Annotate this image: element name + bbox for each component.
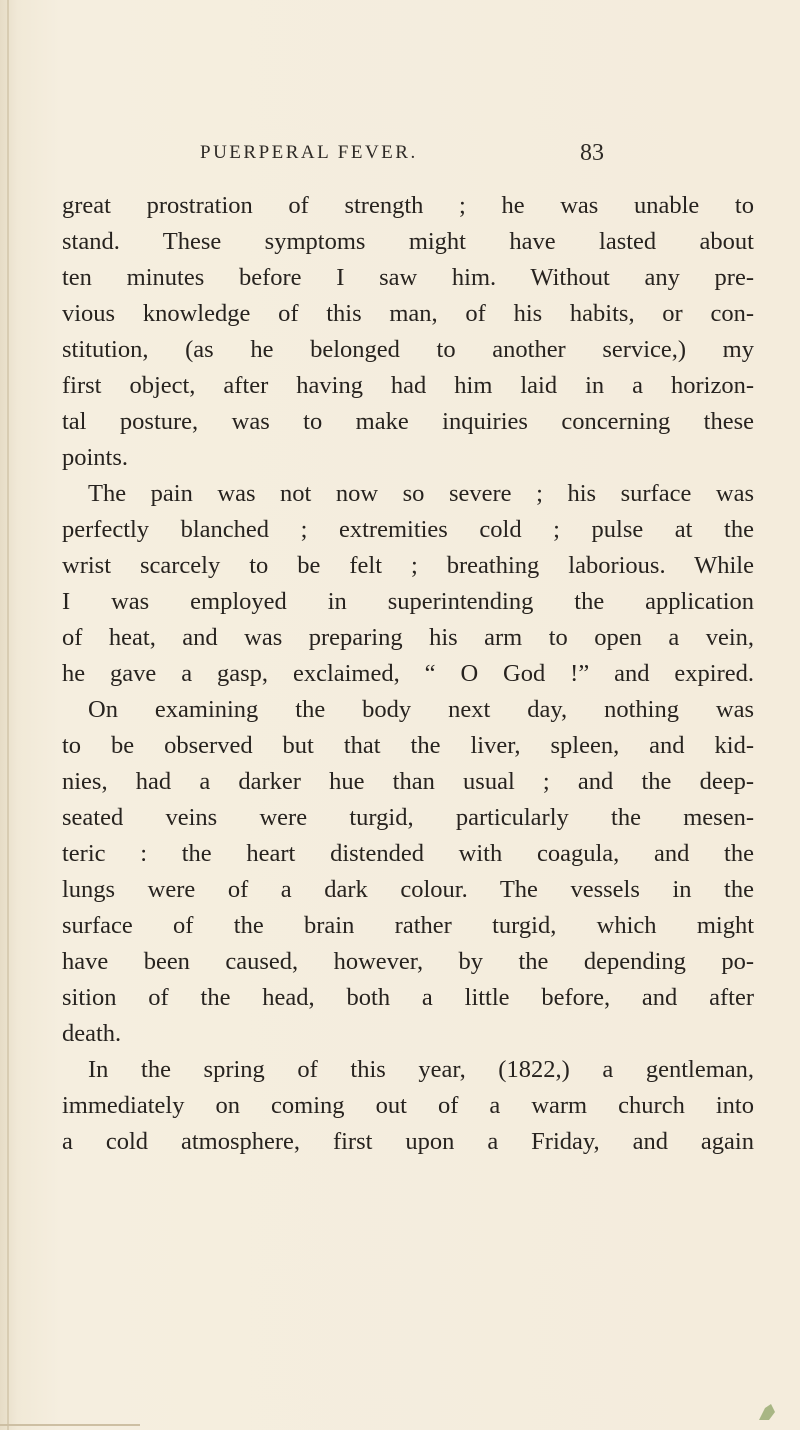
body-text [62,188,754,1160]
text-line: The pain was not now so severe ; his surface was [88,480,754,507]
text-line: tal posture, was to make inquiries concerning these [62,408,754,435]
text-line: ten minutes before I saw him. Without any pre- [62,264,754,291]
binding-gutter [7,0,9,1430]
text-line: a cold atmosphere, first upon a Friday, and again [62,1128,754,1155]
text-line: vious knowledge of this man, of his habits, or con- [62,300,754,327]
text-line: nies, had a darker hue than usual ; and the deep- [62,768,754,795]
text-line: On examining the body next day, nothing was [88,696,754,723]
running-head: PUERPERAL FEVER. [200,142,418,163]
page-number: 83 [580,140,604,166]
text-line: stand. These symptoms might have lasted about [62,228,754,255]
text-line: perfectly blanched ; extremities cold ; pulse at the [62,516,754,543]
text-line: lungs were of a dark colour. The vessels in the [62,876,754,903]
text-line: immediately on coming out of a warm church into [62,1092,754,1119]
text-line: first object, after having had him laid in a horizon- [62,372,754,399]
text-line: to be observed but that the liver, spleen, and kid- [62,732,754,759]
text-line: of heat, and was preparing his arm to open a vein, [62,624,754,651]
text-line: great prostration of strength ; he was unable to [62,192,754,219]
text-line: sition of the head, both a little before, and after [62,984,754,1011]
text-line: death. [62,1020,122,1047]
text-line: have been caused, however, by the depending po- [62,948,754,975]
page-edge-line [0,1424,140,1426]
text-line: wrist scarcely to be felt ; breathing laborious. While [62,552,754,579]
page-header [0,140,800,170]
corner-stain-mark [755,1400,777,1422]
text-line: points. [62,444,129,471]
text-line: seated veins were turgid, particularly the mesen- [62,804,754,831]
text-line: I was employed in superintending the application [62,588,754,615]
text-line: he gave a gasp, exclaimed, “ O God !” and expired. [62,660,754,687]
text-line: surface of the brain rather turgid, which might [62,912,754,939]
text-line: In the spring of this year, (1822,) a gentleman, [88,1056,754,1083]
text-line: teric : the heart distended with coagula, and the [62,840,754,867]
text-line: stitution, (as he belonged to another service,) my [62,336,754,363]
